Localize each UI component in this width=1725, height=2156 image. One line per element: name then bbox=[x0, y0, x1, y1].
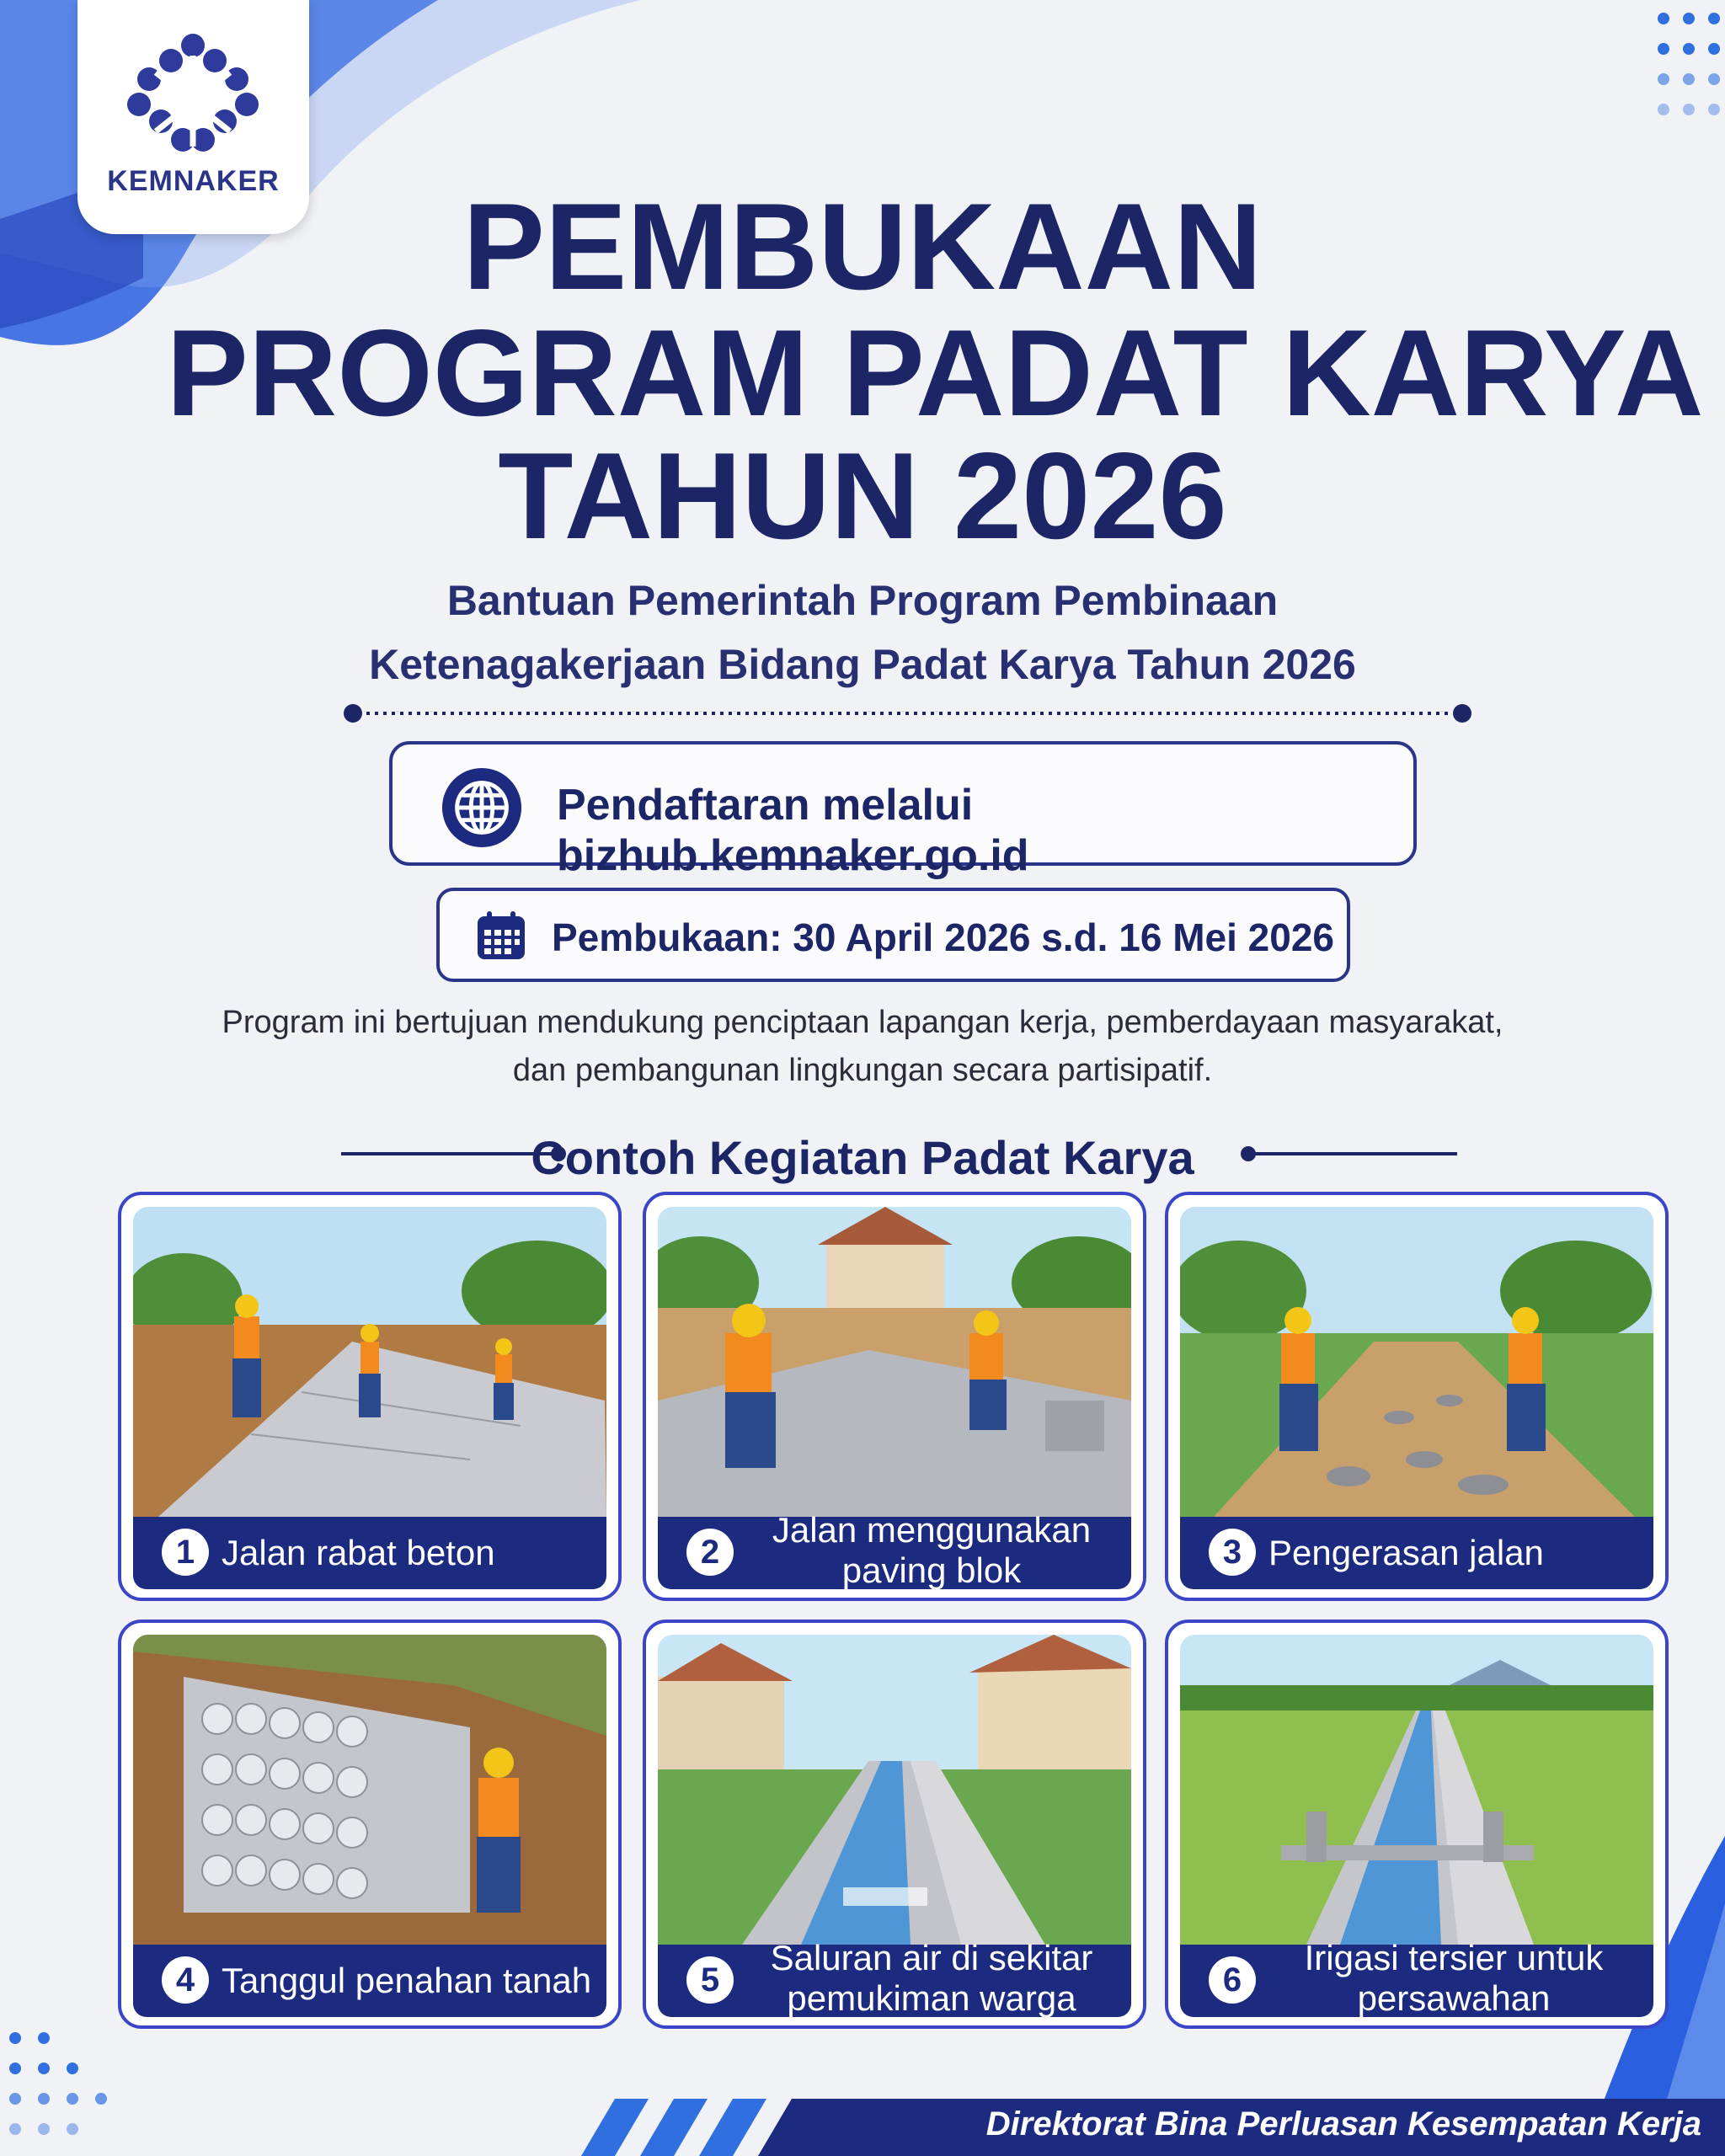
activity-number: 1 bbox=[162, 1529, 209, 1576]
activity-number: 3 bbox=[1209, 1529, 1256, 1576]
road-hardening-illustration bbox=[1180, 1207, 1653, 1517]
activity-label-bar bbox=[133, 1517, 606, 1589]
activity-label-bar bbox=[658, 1510, 1131, 1590]
activity-label-bar bbox=[1180, 1938, 1653, 2018]
registration-text: Pendaftaran melalui bizhub.kemnaker.go.id bbox=[557, 781, 1029, 880]
kemnaker-emblem-icon bbox=[122, 30, 264, 157]
activity-number: 4 bbox=[162, 1956, 209, 2004]
activity-label-line-2: pemukiman warga bbox=[787, 1978, 1076, 2018]
subtitle-line-1: Bantuan Pemerintah Program Pembinaan bbox=[446, 577, 1279, 624]
footer-text: Direktorat Bina Perluasan Kesempatan Kerja bbox=[985, 2105, 1701, 2143]
activity-label-line-1: Jalan menggunakan bbox=[772, 1510, 1092, 1550]
logo-text: KEMNAKER bbox=[107, 165, 280, 197]
activity-label-bar bbox=[133, 1945, 606, 2017]
activity-label-line-1: Saluran air di sekitar bbox=[770, 1938, 1093, 1977]
drainage-channel-illustration bbox=[658, 1635, 1131, 1945]
activity-label-bar bbox=[658, 1938, 1131, 2018]
activity-number: 5 bbox=[686, 1956, 734, 2004]
activity-card-5 bbox=[643, 1620, 1146, 2029]
section-title: Contoh Kegiatan Padat Karya bbox=[531, 1131, 1194, 1184]
calendar-icon bbox=[475, 910, 527, 962]
activity-card-3 bbox=[1165, 1192, 1669, 1601]
activity-label-bar bbox=[1180, 1517, 1653, 1589]
activity-label: Tanggul penahan tanah bbox=[222, 1961, 592, 2000]
subtitle-line-2: Ketenagakerjaan Bidang Padat Karya Tahun 2026 bbox=[369, 641, 1356, 688]
section-divider-right bbox=[1238, 1141, 1457, 1166]
page-title-line-3: TAHUN 2026 bbox=[498, 427, 1227, 564]
opening-date-text: Pembukaan: 30 April 2026 s.d. 16 Mei 2026 bbox=[552, 915, 1334, 959]
concrete-road-illustration bbox=[133, 1207, 606, 1517]
activity-label-line-2: paving blok bbox=[841, 1550, 1022, 1590]
dotted-divider bbox=[341, 701, 1474, 726]
activity-label bbox=[746, 1510, 1117, 1591]
page-title-line-1: PEMBUKAAN bbox=[462, 178, 1263, 315]
activity-card-6 bbox=[1165, 1620, 1669, 2029]
description-line-1: Program ini bertujuan mendukung penciptaan lapangan kerja, pemberdayaan masyarakat, bbox=[222, 1005, 1503, 1040]
activity-card-2 bbox=[643, 1192, 1146, 1601]
activity-number: 2 bbox=[686, 1529, 734, 1576]
activity-card-4 bbox=[118, 1620, 622, 2029]
retaining-wall-illustration bbox=[133, 1635, 606, 1945]
registration-info bbox=[389, 741, 1417, 880]
activity-label-line-2: persawahan bbox=[1357, 1978, 1551, 2018]
activity-label: Jalan rabat beton bbox=[222, 1533, 495, 1572]
description-line-2: dan pembangunan lingkungan secara partisipatif. bbox=[512, 1053, 1213, 1088]
page-title-line-2: PROGRAM PADAT KARYA bbox=[166, 304, 1704, 441]
activity-label: Pengerasan jalan bbox=[1268, 1533, 1544, 1572]
paving-block-illustration bbox=[658, 1207, 1131, 1517]
opening-schedule bbox=[436, 888, 1350, 982]
irrigation-illustration bbox=[1180, 1635, 1653, 1945]
globe-icon bbox=[441, 766, 523, 849]
activity-number: 6 bbox=[1209, 1956, 1256, 2004]
activity-card-1 bbox=[118, 1192, 622, 1601]
activity-label-line-1: Irigasi tersier untuk bbox=[1304, 1938, 1604, 1977]
activity-label bbox=[746, 1938, 1117, 2019]
activity-label bbox=[1268, 1938, 1639, 2019]
